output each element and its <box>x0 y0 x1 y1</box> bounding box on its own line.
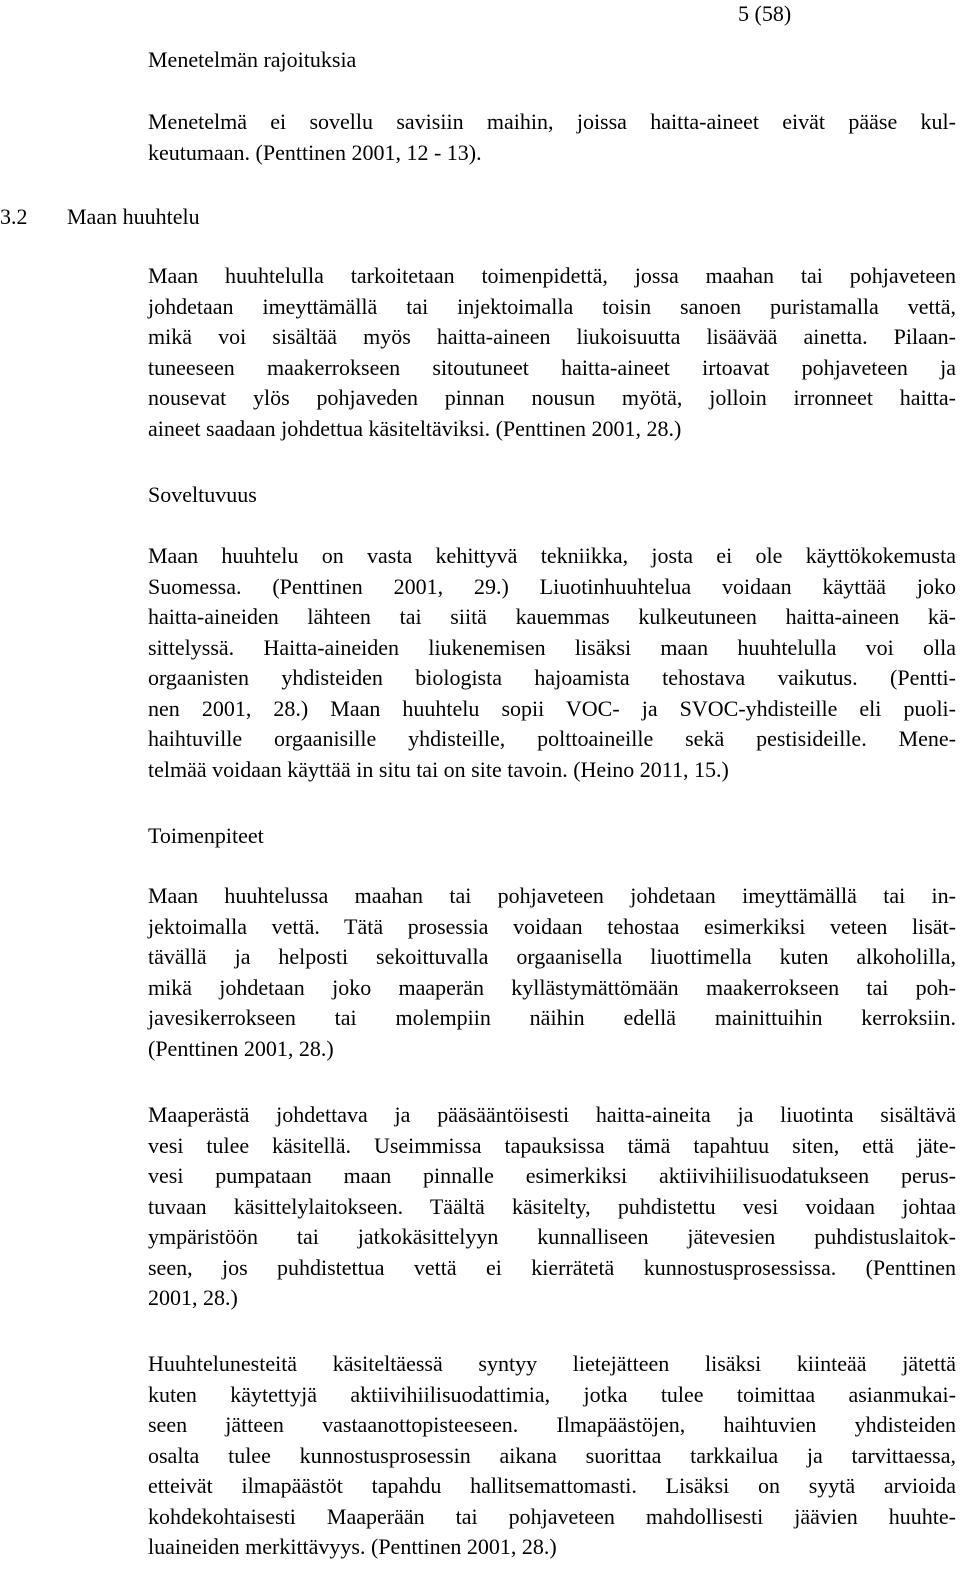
intro-paragraph <box>148 261 956 444</box>
text-line: luaineiden merkittävyys. (Penttinen 2001, 28.) <box>148 1534 557 1559</box>
limitations-paragraph <box>148 107 956 168</box>
text-line: aineet saadaan johdettua käsiteltäviksi. (Penttinen 2001, 28.) <box>148 415 682 441</box>
section-number: 3.2 <box>0 204 28 229</box>
text-line: haihtuville orgaanisille yhdisteille, polttoaineille sekä pestisideille. Mene- <box>148 726 956 751</box>
text-line: seen, jos puhdistettua vettä ei kierrätetä kunnostusprosessissa. (Penttinen <box>148 1254 956 1280</box>
text-line: telmää voidaan käyttää in situ tai on site tavoin. (Heino 2011, 15.) <box>148 756 729 782</box>
text-line: tuvaan käsittelylaitokseen. Täältä käsitelty, puhdistettu vesi voidaan johtaa <box>148 1193 956 1219</box>
text-line: tuneeseen maakerrokseen sitoutuneet haitta-aineet irtoavat pohjaveteen ja <box>148 354 956 380</box>
subheading-limitations: Menetelmän rajoituksia <box>148 47 357 72</box>
text-line: (Penttinen 2001, 28.) <box>148 1035 334 1061</box>
text-line: haitta-aineiden lähteen tai siitä kauemmas kulkeutuneen haitta-aineen kä- <box>148 604 956 629</box>
text-line: jektoimalla vettä. Tätä prosessia voidaan tehostaa esimerkiksi veteen lisät- <box>148 913 956 939</box>
text-line: Maan huuhtelu on vasta kehittyvä tekniikka, josta ei ole käyttökokemusta <box>148 543 956 568</box>
measures-paragraph-2 <box>148 1100 956 1314</box>
text-line: mikä johdetaan joko maaperän kyllästymättömään maakerrokseen tai poh- <box>148 974 956 1000</box>
text-line: tävällä ja helposti sekoittuvalla orgaanisella liuottimella kuten alkoholilla, <box>148 944 956 969</box>
text-line: etteivät ilmapäästöt tapahdu hallitsemattomasti. Lisäksi on syytä arvioida <box>148 1473 956 1498</box>
text-line: nousevat ylös pohjaveden pinnan nousun myötä, jolloin irronneet haitta- <box>148 385 956 410</box>
text-line: Menetelmä ei sovellu savisiin maihin, joissa haitta-aineet eivät pääse kul- <box>148 109 956 134</box>
text-line: sittelyssä. Haitta-aineiden liukenemisen lisäksi maan huuhtelulla voi olla <box>148 634 956 660</box>
text-line: johdetaan imeyttämällä tai injektoimalla toisin sanoen puristamalla vettä, <box>148 293 956 319</box>
page-number: 5 (58) <box>738 1 792 26</box>
text-line: Suomessa. (Penttinen 2001, 29.) Liuotinhuuhtelua voidaan käyttää joko <box>148 573 956 599</box>
text-line: orgaanisten yhdisteiden biologista hajoamista tehostava vaikutus. (Pentti- <box>148 665 956 690</box>
text-line: osalta tulee kunnostusprosessin aikana suorittaa tarkkailua ja tarvittaessa, <box>148 1442 956 1468</box>
text-line: Maaperästä johdettava ja pääsääntöisesti haitta-aineita ja liuotinta sisältävä <box>148 1102 956 1127</box>
text-line: nen 2001, 28.) Maan huuhtelu sopii VOC- ja SVOC-yhdisteille eli puoli- <box>148 695 956 721</box>
measures-paragraph-3 <box>148 1349 956 1563</box>
section-heading <box>0 203 200 231</box>
text-line: Maan huuhtelulla tarkoitetaan toimenpidettä, jossa maahan tai pohjaveteen <box>148 263 956 288</box>
text-line: vesi tulee käsitellä. Useimmissa tapauksissa tämä tapahtuu siten, että jäte- <box>148 1132 956 1158</box>
section-title: Maan huuhtelu <box>67 204 200 229</box>
text-line: ympäristöön tai jatkokäsittelyyn kunnalliseen jätevesien puhdistuslaitok- <box>148 1224 956 1249</box>
subheading-suitability: Soveltuvuus <box>148 482 257 507</box>
text-line: kuten käytettyjä aktiivihiilisuodattimia, jotka tulee toimittaa asianmukai- <box>148 1381 956 1407</box>
measures-paragraph-1 <box>148 881 956 1064</box>
text-line: kohdekohtaisesti Maaperään tai pohjaveteen mahdollisesti jäävien huuhte- <box>148 1503 956 1529</box>
text-line: vesi pumpataan maan pinnalle esimerkiksi aktiivihiilisuodatukseen perus- <box>148 1163 956 1188</box>
text-line: 2001, 28.) <box>148 1285 238 1310</box>
text-line: keutumaan. (Penttinen 2001, 12 - 13). <box>148 139 482 165</box>
text-line: Huuhtelunesteitä käsiteltäessä syntyy lietejätteen lisäksi kiinteää jätettä <box>148 1351 956 1376</box>
subheading-measures: Toimenpiteet <box>148 823 264 848</box>
text-line: javesikerrokseen tai molempiin näihin edellä mainittuihin kerroksiin. <box>148 1005 956 1030</box>
text-line: seen jätteen vastaanottopisteeseen. Ilmapäästöjen, haihtuvien yhdisteiden <box>148 1412 956 1437</box>
text-line: mikä voi sisältää myös haitta-aineen liukoisuutta lisäävää ainetta. Pilaan- <box>148 324 956 349</box>
suitability-paragraph <box>148 541 956 785</box>
text-line: Maan huuhtelussa maahan tai pohjaveteen johdetaan imeyttämällä tai in- <box>148 883 956 908</box>
